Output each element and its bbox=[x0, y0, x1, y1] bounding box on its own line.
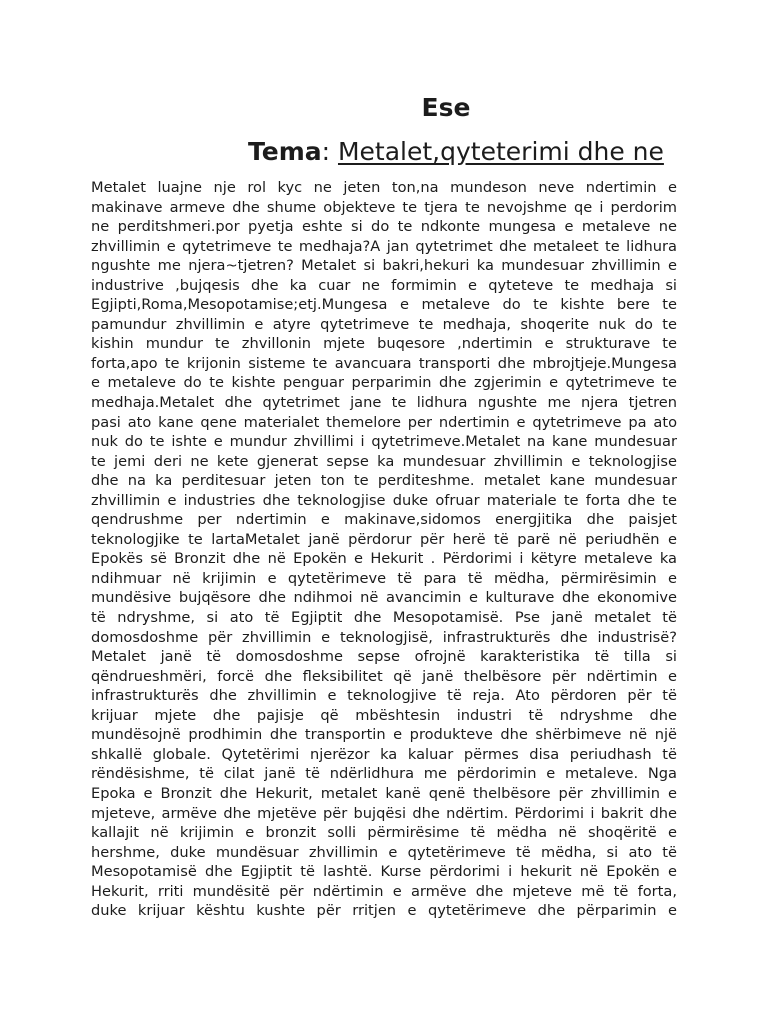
paragraph-line: rëndësishme, të cilat janë të ndërlidhura me përdorimin e metaleve. Nga bbox=[91, 765, 677, 783]
paragraph-line: makinave armeve dhe shume objekteve te tjera te nevojshme qe i perdorim bbox=[91, 198, 677, 216]
paragraph-line: pasi ato kane qene materialet themelore per ndertimin e qytetrimeve pa ato bbox=[91, 413, 677, 431]
paragraph-line: infrastrukturës dhe zhvillimin e teknologjive të reja. Ato përdoren për të bbox=[91, 687, 677, 705]
paragraph-line: zhvillimin e qytetrimeve te medhaja?A jan qytetrimet dhe metaleet te lidhura bbox=[91, 237, 677, 255]
topic-label: Tema bbox=[248, 137, 322, 166]
paragraph-line: nuk do te ishte e mundur zhvillimi i qytetrimeve.Metalet na kane mundesuar bbox=[91, 433, 677, 451]
paragraph-line: domosdoshme për zhvillimin e teknologjisë, infrastrukturës dhe industrisë? bbox=[91, 628, 677, 646]
paragraph-line: qendrushme per ndertimin e makinave,sidomos energjitika dhe paisjet bbox=[91, 511, 677, 529]
essay-topic bbox=[248, 136, 664, 168]
paragraph-line: qëndrueshmëri, forcë dhe fleksibilitet që janë thelbësore për ndërtimin e bbox=[91, 667, 677, 685]
paragraph-line: forta,apo te krijonin sisteme te avancuara transporti dhe mbrojtjeje.Mungesa bbox=[91, 354, 677, 372]
paragraph-line: Mesopotamisë dhe Egjiptit të lashtë. Kurse përdorimi i hekurit në Epokën e bbox=[91, 863, 677, 881]
paragraph-line: mundësojnë prodhimin dhe transportin e produkteve dhe shërbimeve në një bbox=[91, 726, 677, 744]
paragraph-line: pamundur zhvillimin e atyre qytetrimeve te medhaja, shoqerite nuk do te bbox=[91, 315, 677, 333]
paragraph-line: teknologjike te lartaMetalet janë përdorur për herë të parë në periudhën e bbox=[91, 530, 677, 548]
paragraph-line: Epoka e Bronzit dhe Hekurit, metalet kanë qenë thelbësore për zhvillimin e bbox=[91, 784, 677, 802]
paragraph-line: e metaleve do te kishte penguar perparimin dhe zgjerimin e qytetrimeve te bbox=[91, 374, 677, 392]
paragraph-line: kallajit në krijimin e bronzit solli përmirësime të mëdha në shoqëritë e bbox=[91, 824, 677, 842]
paragraph-line: ngushte me njera~tjetren? Metalet si bakri,hekuri ka mundesuar zhvillimin e bbox=[91, 257, 677, 275]
topic-separator: : bbox=[321, 137, 338, 166]
paragraph-line: industrive ,bujqesis dhe ka cuar ne formimin e qyteteve te medhaja si bbox=[91, 276, 677, 294]
paragraph-line: mjeteve, armëve dhe mjetëve për bujqësi dhe ndërtim. Përdorimi i bakrit dhe bbox=[91, 804, 677, 822]
essay-body bbox=[91, 178, 677, 921]
paragraph-line: krijuar mjete dhe pajisje që mbështesin industri të ndryshme dhe bbox=[91, 706, 677, 724]
topic-title: Metalet,qyteterimi dhe ne bbox=[337, 137, 664, 166]
essay-heading: Ese bbox=[421, 93, 471, 122]
paragraph-line: dhe na ka perditesuar jeten ton te perditeshme. metalet kane mundesuar bbox=[91, 472, 677, 490]
paragraph-line: Epokës së Bronzit dhe në Epokën e Hekurit . Përdorimi i këtyre metaleve ka bbox=[91, 550, 677, 568]
paragraph-line: shkallë globale. Qytetërimi njerëzor ka kaluar përmes disa periudhash të bbox=[91, 745, 677, 763]
paragraph-line: duke krijuar kështu kushte për rritjen e qytetërimeve dhe përparimin e bbox=[91, 902, 677, 920]
paragraph-line: Metalet janë të domosdoshme sepse ofrojnë karakteristika të tilla si bbox=[91, 648, 677, 666]
paragraph-line: të ndryshme, si ato të Egjiptit dhe Mesopotamisë. Pse janë metalet të bbox=[91, 609, 677, 627]
paragraph-line: kishin mundur te zhvillonin mjete buqesore ,ndertimin e strukturave te bbox=[91, 335, 677, 353]
paragraph-line: medhaja.Metalet dhe qytetrimet jane te lidhura ngushte me njera tjetren bbox=[91, 394, 677, 412]
paragraph-line: te jemi deri ne kete gjenerat sepse ka mundesuar zhvillimin e teknologjise bbox=[91, 452, 677, 470]
paragraph-line: ne perditshmeri.por pyetja eshte si do te ndkonte mungesa e metaleve ne bbox=[91, 218, 677, 236]
paragraph-line: Metalet luajne nje rol kyc ne jeten ton,na mundeson neve ndertimin e bbox=[91, 179, 677, 196]
paragraph-line: Hekurit, rriti mundësitë për ndërtimin e armëve dhe mjeteve më të forta, bbox=[91, 882, 677, 900]
paragraph-line: zhvillimin e industries dhe teknologjise duke ofruar materiale te forta dhe te bbox=[91, 491, 677, 509]
paragraph-line: mundësive bujqësore dhe ndihmoi në avancimin e kulturave dhe ekonomive bbox=[91, 589, 677, 607]
paragraph-line: ndihmuar në krijimin e qytetërimeve të para të mëdha, përmirësimin e bbox=[91, 569, 677, 587]
paragraph-line: hershme, duke mundësuar zhvillimin e qytetërimeve të mëdha, si ato të bbox=[91, 843, 677, 861]
paragraph-line: Egjipti,Roma,Mesopotamise;etj.Mungesa e metaleve do te kishte bere te bbox=[91, 296, 677, 314]
